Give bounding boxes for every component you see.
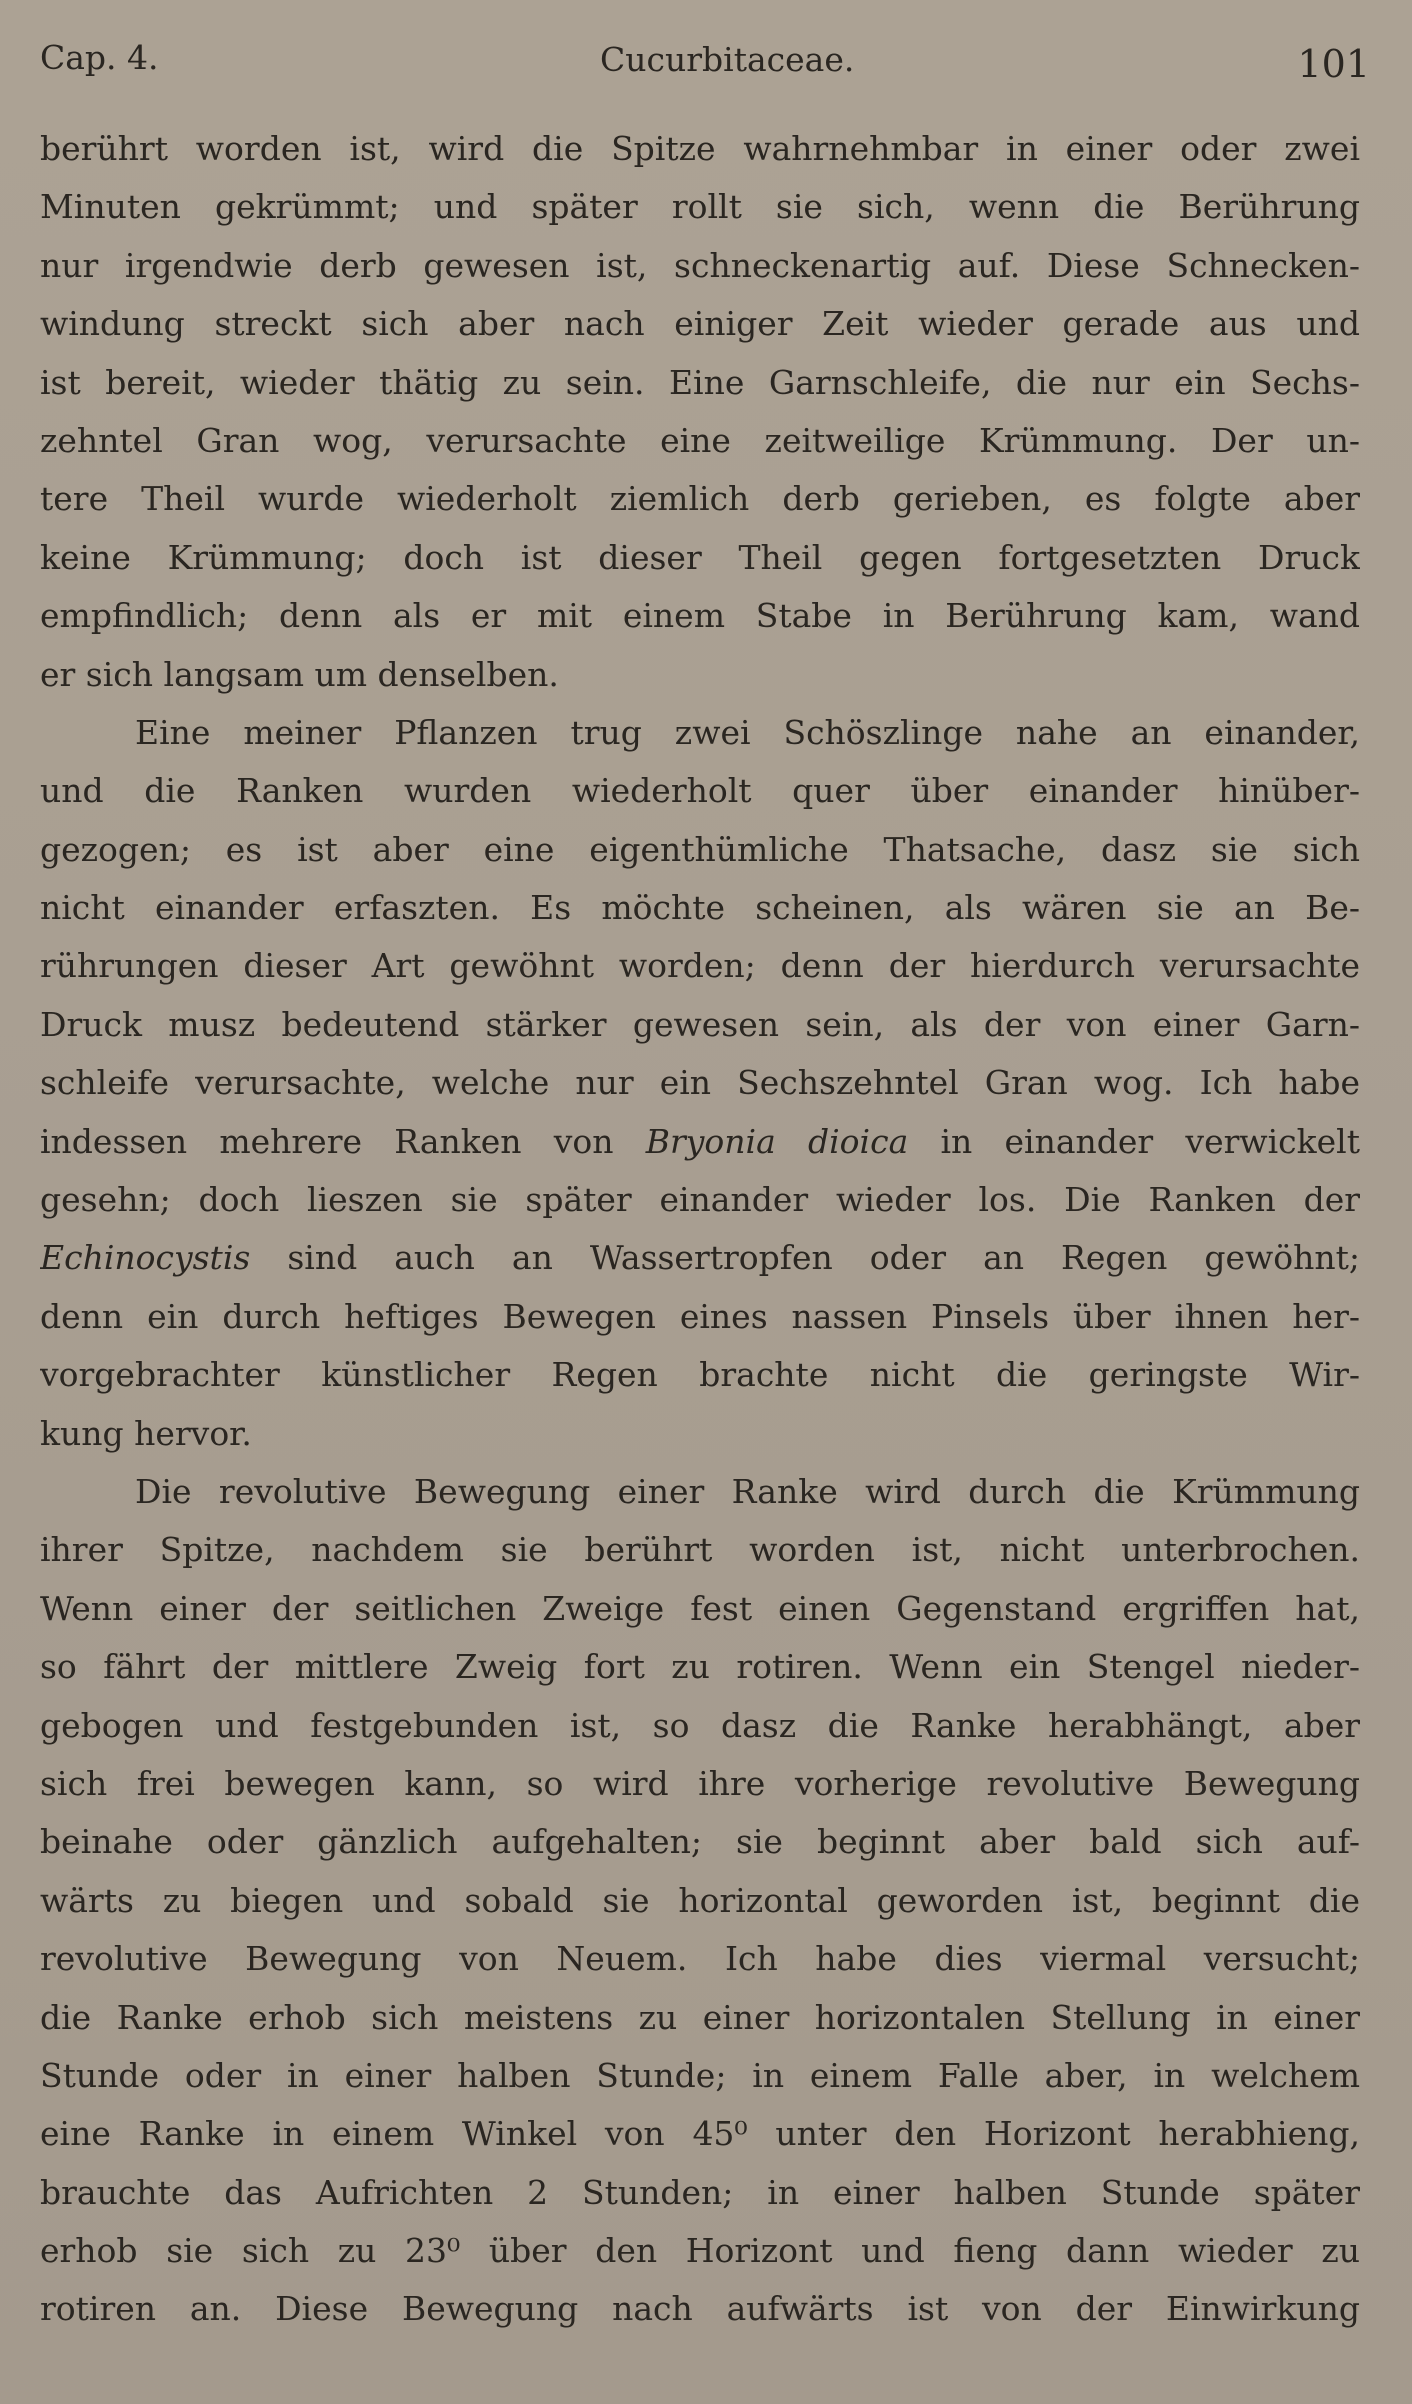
text-line: ist bereit, wieder thätig zu sein. Eine Garnschleife, die nur ein Sechs- <box>40 362 1360 402</box>
page-number: 101 <box>1297 42 1370 86</box>
text-line: kung hervor. <box>40 1413 252 1453</box>
text-line: schleife verursachte, welche nur ein Sechszehntel Gran wog. Ich habe <box>40 1063 1360 1103</box>
text-line: rotiren an. Diese Bewegung nach aufwärts ist von der Einwirkung <box>40 2289 1360 2329</box>
text-line: so fährt der mittlere Zweig fort zu rotiren. Wenn ein Stengel nieder- <box>40 1647 1360 1687</box>
text-line: Wenn einer der seitlichen Zweige fest einen Gegenstand ergriffen hat, <box>40 1588 1360 1628</box>
text-line: sich frei bewegen kann, so wird ihre vorherige revolutive Bewegung <box>40 1763 1360 1803</box>
text-line: windung streckt sich aber nach einiger Zeit wieder gerade aus und <box>40 304 1360 344</box>
text-line: Eine meiner Pflanzen trug zwei Schöszlinge nahe an einander, <box>135 712 1360 752</box>
text-line: Die revolutive Bewegung einer Ranke wird durch die Krümmung <box>135 1471 1360 1511</box>
text-line: wärts zu biegen und sobald sie horizontal geworden ist, beginnt die <box>40 1880 1360 1920</box>
text-line: die Ranke erhob sich meistens zu einer horizontalen Stellung in einer <box>40 1997 1360 2037</box>
text-line: gesehn; doch lieszen sie später einander wieder los. Die Ranken der <box>40 1180 1360 1220</box>
text-line: und die Ranken wurden wiederholt quer über einander hinüber- <box>40 771 1360 811</box>
chapter-label: Cap. 4. <box>40 38 159 77</box>
text-line: eine Ranke in einem Winkel von 45⁰ unter den Horizont herabhieng, <box>40 2114 1360 2154</box>
text-line: nur irgendwie derb gewesen ist, schneckenartig auf. Diese Schnecken- <box>40 245 1360 285</box>
text-line: keine Krümmung; doch ist dieser Theil gegen fortgesetzten Druck <box>40 537 1360 577</box>
text-line: er sich langsam um denselben. <box>40 654 559 694</box>
running-title: Cucurbitaceae. <box>600 40 855 79</box>
page-header <box>40 38 1370 88</box>
text-line: revolutive Bewegung von Neuem. Ich habe dies viermal versucht; <box>40 1939 1360 1979</box>
text-line: vorgebrachter künstlicher Regen brachte nicht die geringste Wir- <box>40 1355 1360 1395</box>
text-line: Stunde oder in einer halben Stunde; in einem Falle aber, in welchem <box>40 2055 1360 2095</box>
text-line: rührungen dieser Art gewöhnt worden; denn der hierdurch verursachte <box>40 946 1360 986</box>
text-line: tere Theil wurde wiederholt ziemlich derb gerieben, es folgte aber <box>40 479 1360 519</box>
text-line: ihrer Spitze, nachdem sie berührt worden ist, nicht unterbrochen. <box>40 1530 1360 1570</box>
text-line: nicht einander erfaszten. Es möchte scheinen, als wären sie an Be- <box>40 888 1360 928</box>
species-name: Bryonia dioica <box>645 1121 909 1161</box>
text-line: zehntel Gran wog, verursachte eine zeitweilige Krümmung. Der un- <box>40 420 1360 460</box>
text-line: empfindlich; denn als er mit einem Stabe in Berührung kam, wand <box>40 596 1360 636</box>
text-line: Echinocystis sind auch an Wassertropfen oder an Regen gewöhnt; <box>40 1238 1360 1278</box>
text-line: denn ein durch heftiges Bewegen eines nassen Pinsels über ihnen her- <box>40 1296 1360 1336</box>
text-line: Druck musz bedeutend stärker gewesen sein, als der von einer Garn- <box>40 1004 1360 1044</box>
text-line: brauchte das Aufrichten 2 Stunden; in einer halben Stunde später <box>40 2172 1360 2212</box>
text-line: Minuten gekrümmt; und später rollt sie sich, wenn die Berührung <box>40 187 1360 227</box>
text-line: beinahe oder gänzlich aufgehalten; sie beginnt aber bald sich auf- <box>40 1822 1360 1862</box>
body-text <box>40 120 1360 2339</box>
text-line: berührt worden ist, wird die Spitze wahrnehmbar in einer oder zwei <box>40 129 1360 168</box>
text-line: gebogen und festgebunden ist, so dasz die Ranke herabhängt, aber <box>40 1705 1360 1745</box>
text-line: erhob sie sich zu 23⁰ über den Horizont und fieng dann wieder zu <box>40 2231 1360 2271</box>
text-line: indessen mehrere Ranken von Bryonia dioica in einander verwickelt <box>40 1121 1360 1161</box>
text-line: gezogen; es ist aber eine eigenthümliche Thatsache, dasz sie sich <box>40 829 1360 869</box>
genus-name: Echinocystis <box>40 1238 251 1278</box>
